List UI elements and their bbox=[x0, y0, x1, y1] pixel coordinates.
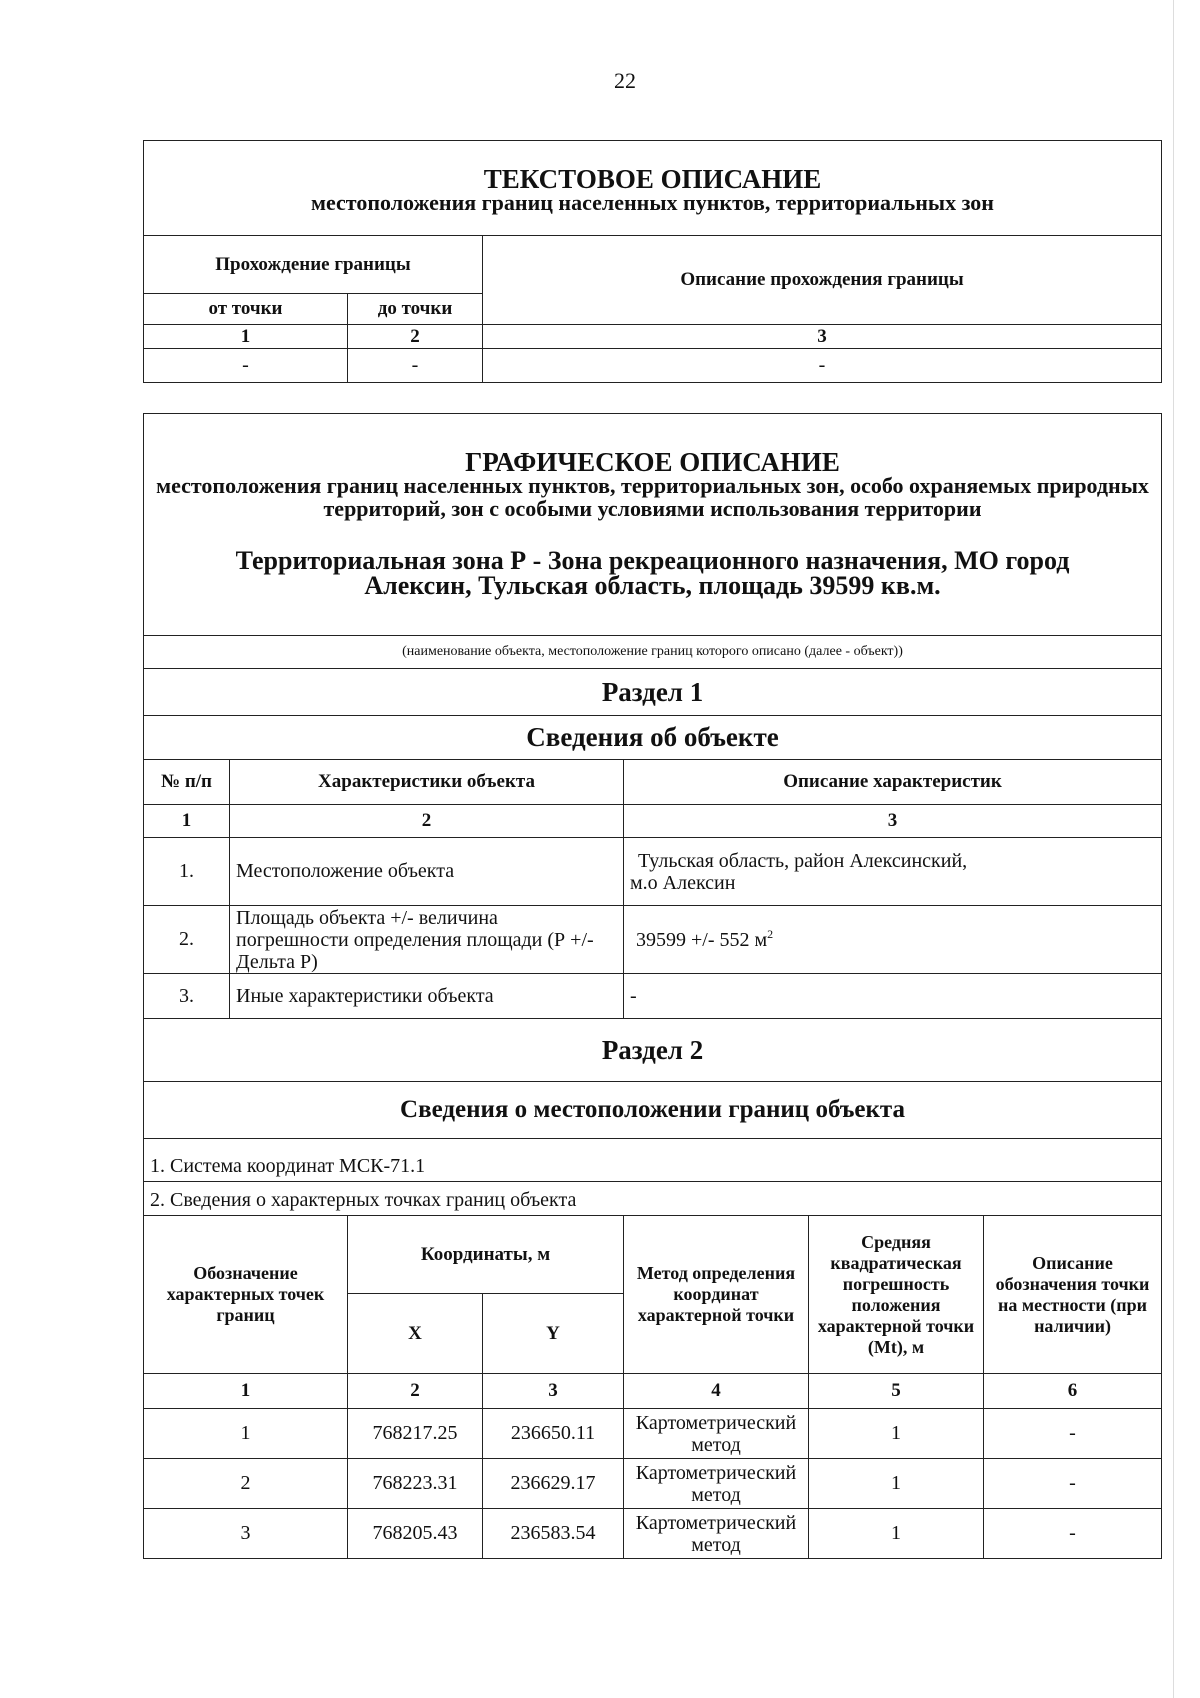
s1-header-description: Описание характеристик bbox=[624, 760, 1162, 805]
points-title: 2. Сведения о характерных точках границ объекта bbox=[144, 1182, 1162, 1216]
col-num: 3 bbox=[483, 1374, 624, 1409]
row-num: 3. bbox=[144, 974, 230, 1019]
point-y: 236629.17 bbox=[483, 1459, 624, 1509]
error-header: Средняя квадратическая погрешность положения характерной точки (Mt), м bbox=[809, 1216, 984, 1374]
col-num: 3 bbox=[624, 805, 1162, 838]
method-line2: метод bbox=[691, 1483, 741, 1506]
method-line1: Картометрический bbox=[635, 1411, 797, 1434]
col-num: 5 bbox=[809, 1374, 984, 1409]
area-unit-exponent: 2 bbox=[767, 927, 774, 942]
point-x: 768223.31 bbox=[348, 1459, 483, 1509]
col-num: 2 bbox=[348, 1374, 483, 1409]
section2-title: Раздел 2 bbox=[144, 1019, 1162, 1082]
location-line1: Тульская область, район Алексинский, bbox=[638, 849, 968, 872]
boundary-header: Прохождение границы bbox=[144, 236, 483, 294]
point-desc: - bbox=[984, 1409, 1162, 1459]
method-header: Метод определения координат характерной точки bbox=[624, 1216, 809, 1374]
col-num: 1 bbox=[144, 1374, 348, 1409]
table-row bbox=[144, 1509, 1162, 1559]
from-point-header: от точки bbox=[144, 294, 348, 325]
text-description-title: ТЕКСТОВОЕ ОПИСАНИЕ bbox=[483, 164, 822, 194]
point-x: 768205.43 bbox=[348, 1509, 483, 1559]
col-num: 2 bbox=[230, 805, 624, 838]
point-x: 768217.25 bbox=[348, 1409, 483, 1459]
from-point-value: - bbox=[144, 349, 348, 383]
characteristic-name: Иные характеристики объекта bbox=[230, 974, 624, 1019]
col-num: 1 bbox=[144, 805, 230, 838]
point-error: 1 bbox=[809, 1459, 984, 1509]
area-label-line2: погрешности определения площади (Р +/- Дельта Р) bbox=[236, 928, 594, 973]
characteristic-name bbox=[230, 906, 624, 974]
area-value: 39599 +/- 552 м bbox=[636, 928, 768, 951]
graphic-description-heading bbox=[144, 414, 1162, 636]
graphic-description-title: ГРАФИЧЕСКОЕ ОПИСАНИЕ bbox=[465, 447, 840, 477]
to-point-header: до точки bbox=[348, 294, 483, 325]
s1-header-characteristics: Характеристики объекта bbox=[230, 760, 624, 805]
page-number: 22 bbox=[614, 68, 636, 93]
to-point-value: - bbox=[348, 349, 483, 383]
point-y: 236583.54 bbox=[483, 1509, 624, 1559]
point-id: 1 bbox=[144, 1409, 348, 1459]
point-desc: - bbox=[984, 1509, 1162, 1559]
method-line1: Картометрический bbox=[635, 1461, 797, 1484]
characteristic-value: - bbox=[624, 974, 1162, 1019]
section1-title: Раздел 1 bbox=[144, 669, 1162, 716]
graphic-description-subtitle: местоположения границ населенных пунктов, территориальных зон, особо охраняемых природных территорий, зон с особыми условиями использования территории bbox=[156, 473, 1149, 521]
description-header: Описание прохождения границы bbox=[483, 236, 1162, 325]
designation-header: Обозначение характерных точек границ bbox=[144, 1216, 348, 1374]
method-line1: Картометрический bbox=[635, 1511, 797, 1534]
point-error: 1 bbox=[809, 1409, 984, 1459]
col-num: 3 bbox=[483, 325, 1162, 349]
object-title-line2: Алексин, Тульская область, площадь 39599 кв.м. bbox=[364, 571, 941, 600]
point-id: 3 bbox=[144, 1509, 348, 1559]
scan-edge bbox=[1173, 0, 1200, 1698]
characteristic-value bbox=[624, 838, 1162, 906]
point-desc: - bbox=[984, 1459, 1162, 1509]
area-label-line1: Площадь объекта +/- величина bbox=[236, 906, 498, 929]
s1-header-num: № п/п bbox=[144, 760, 230, 805]
col-num: 6 bbox=[984, 1374, 1162, 1409]
text-description-subtitle: местоположения границ населенных пунктов, территориальных зон bbox=[311, 190, 994, 215]
graphic-description-table bbox=[143, 413, 1162, 1559]
location-line2: м.о Алексин bbox=[630, 871, 736, 894]
characteristic-value bbox=[624, 906, 1162, 974]
row-num: 1. bbox=[144, 838, 230, 906]
characteristic-name: Местоположение объекта bbox=[230, 838, 624, 906]
coords-header: Координаты, м bbox=[348, 1216, 624, 1294]
method-line2: метод bbox=[691, 1433, 741, 1456]
x-header: X bbox=[348, 1294, 483, 1374]
point-method bbox=[624, 1509, 809, 1559]
section1-subtitle: Сведения об объекте bbox=[144, 716, 1162, 760]
row-num: 2. bbox=[144, 906, 230, 974]
point-desc-header: Описание обозначения точки на местности (при наличии) bbox=[984, 1216, 1162, 1374]
point-method bbox=[624, 1459, 809, 1509]
point-error: 1 bbox=[809, 1509, 984, 1559]
point-id: 2 bbox=[144, 1459, 348, 1509]
y-header: Y bbox=[483, 1294, 624, 1374]
object-caption: (наименование объекта, местоположение границ которого описано (далее - объект)) bbox=[144, 636, 1162, 669]
col-num: 2 bbox=[348, 325, 483, 349]
description-value: - bbox=[483, 349, 1162, 383]
point-y: 236650.11 bbox=[483, 1409, 624, 1459]
object-title-line1: Территориальная зона Р - Зона рекреационного назначения, МО город bbox=[235, 546, 1070, 575]
method-line2: метод bbox=[691, 1533, 741, 1556]
coord-system: 1. Система координат МСК-71.1 bbox=[144, 1139, 1162, 1182]
table-row bbox=[144, 1459, 1162, 1509]
text-description-heading bbox=[144, 141, 1162, 236]
point-method bbox=[624, 1409, 809, 1459]
table-row bbox=[144, 1409, 1162, 1459]
text-description-table bbox=[143, 140, 1162, 383]
col-num: 4 bbox=[624, 1374, 809, 1409]
section2-subtitle: Сведения о местоположении границ объекта bbox=[144, 1082, 1162, 1139]
col-num: 1 bbox=[144, 325, 348, 349]
